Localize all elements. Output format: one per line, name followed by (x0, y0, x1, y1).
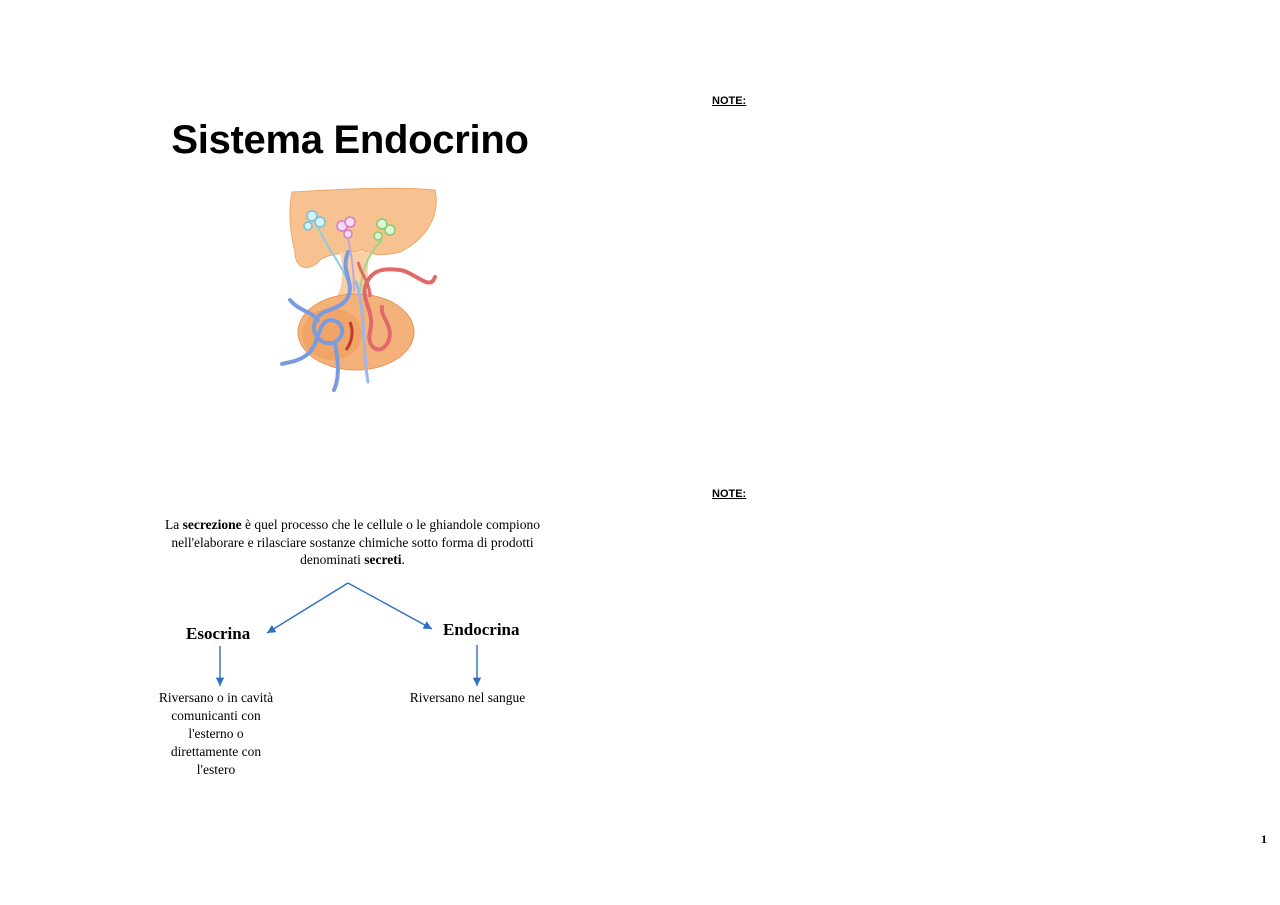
slide-title: Sistema Endocrino (171, 118, 529, 162)
arrow-to-endocrina (348, 583, 432, 629)
endocrina-description: Riversano nel sangue (409, 690, 526, 705)
term-secreti: secreti (364, 552, 402, 567)
note-label-1: NOTE: (712, 95, 747, 107)
arrow-to-esocrina (267, 583, 348, 633)
note-label-2: NOTE: (712, 488, 747, 500)
endocrina-title: Endocrina (443, 620, 520, 639)
term-secrezione: secrezione (182, 517, 242, 532)
esocrina-description: Riversano o in cavità comunicanti con l'esterno o direttamente con l'estero (158, 690, 274, 777)
esocrina-title: Esocrina (186, 624, 251, 643)
secretion-definition: La secrezione è quel processo che le cellule o le ghiandole compiono nell'elaborare e rilasciare sostanze chimiche sotto forma di prodotti denominati secreti. (164, 517, 540, 567)
hypothalamus-pituitary-illustration-icon (270, 182, 450, 397)
page-number: 1 (1261, 832, 1267, 846)
